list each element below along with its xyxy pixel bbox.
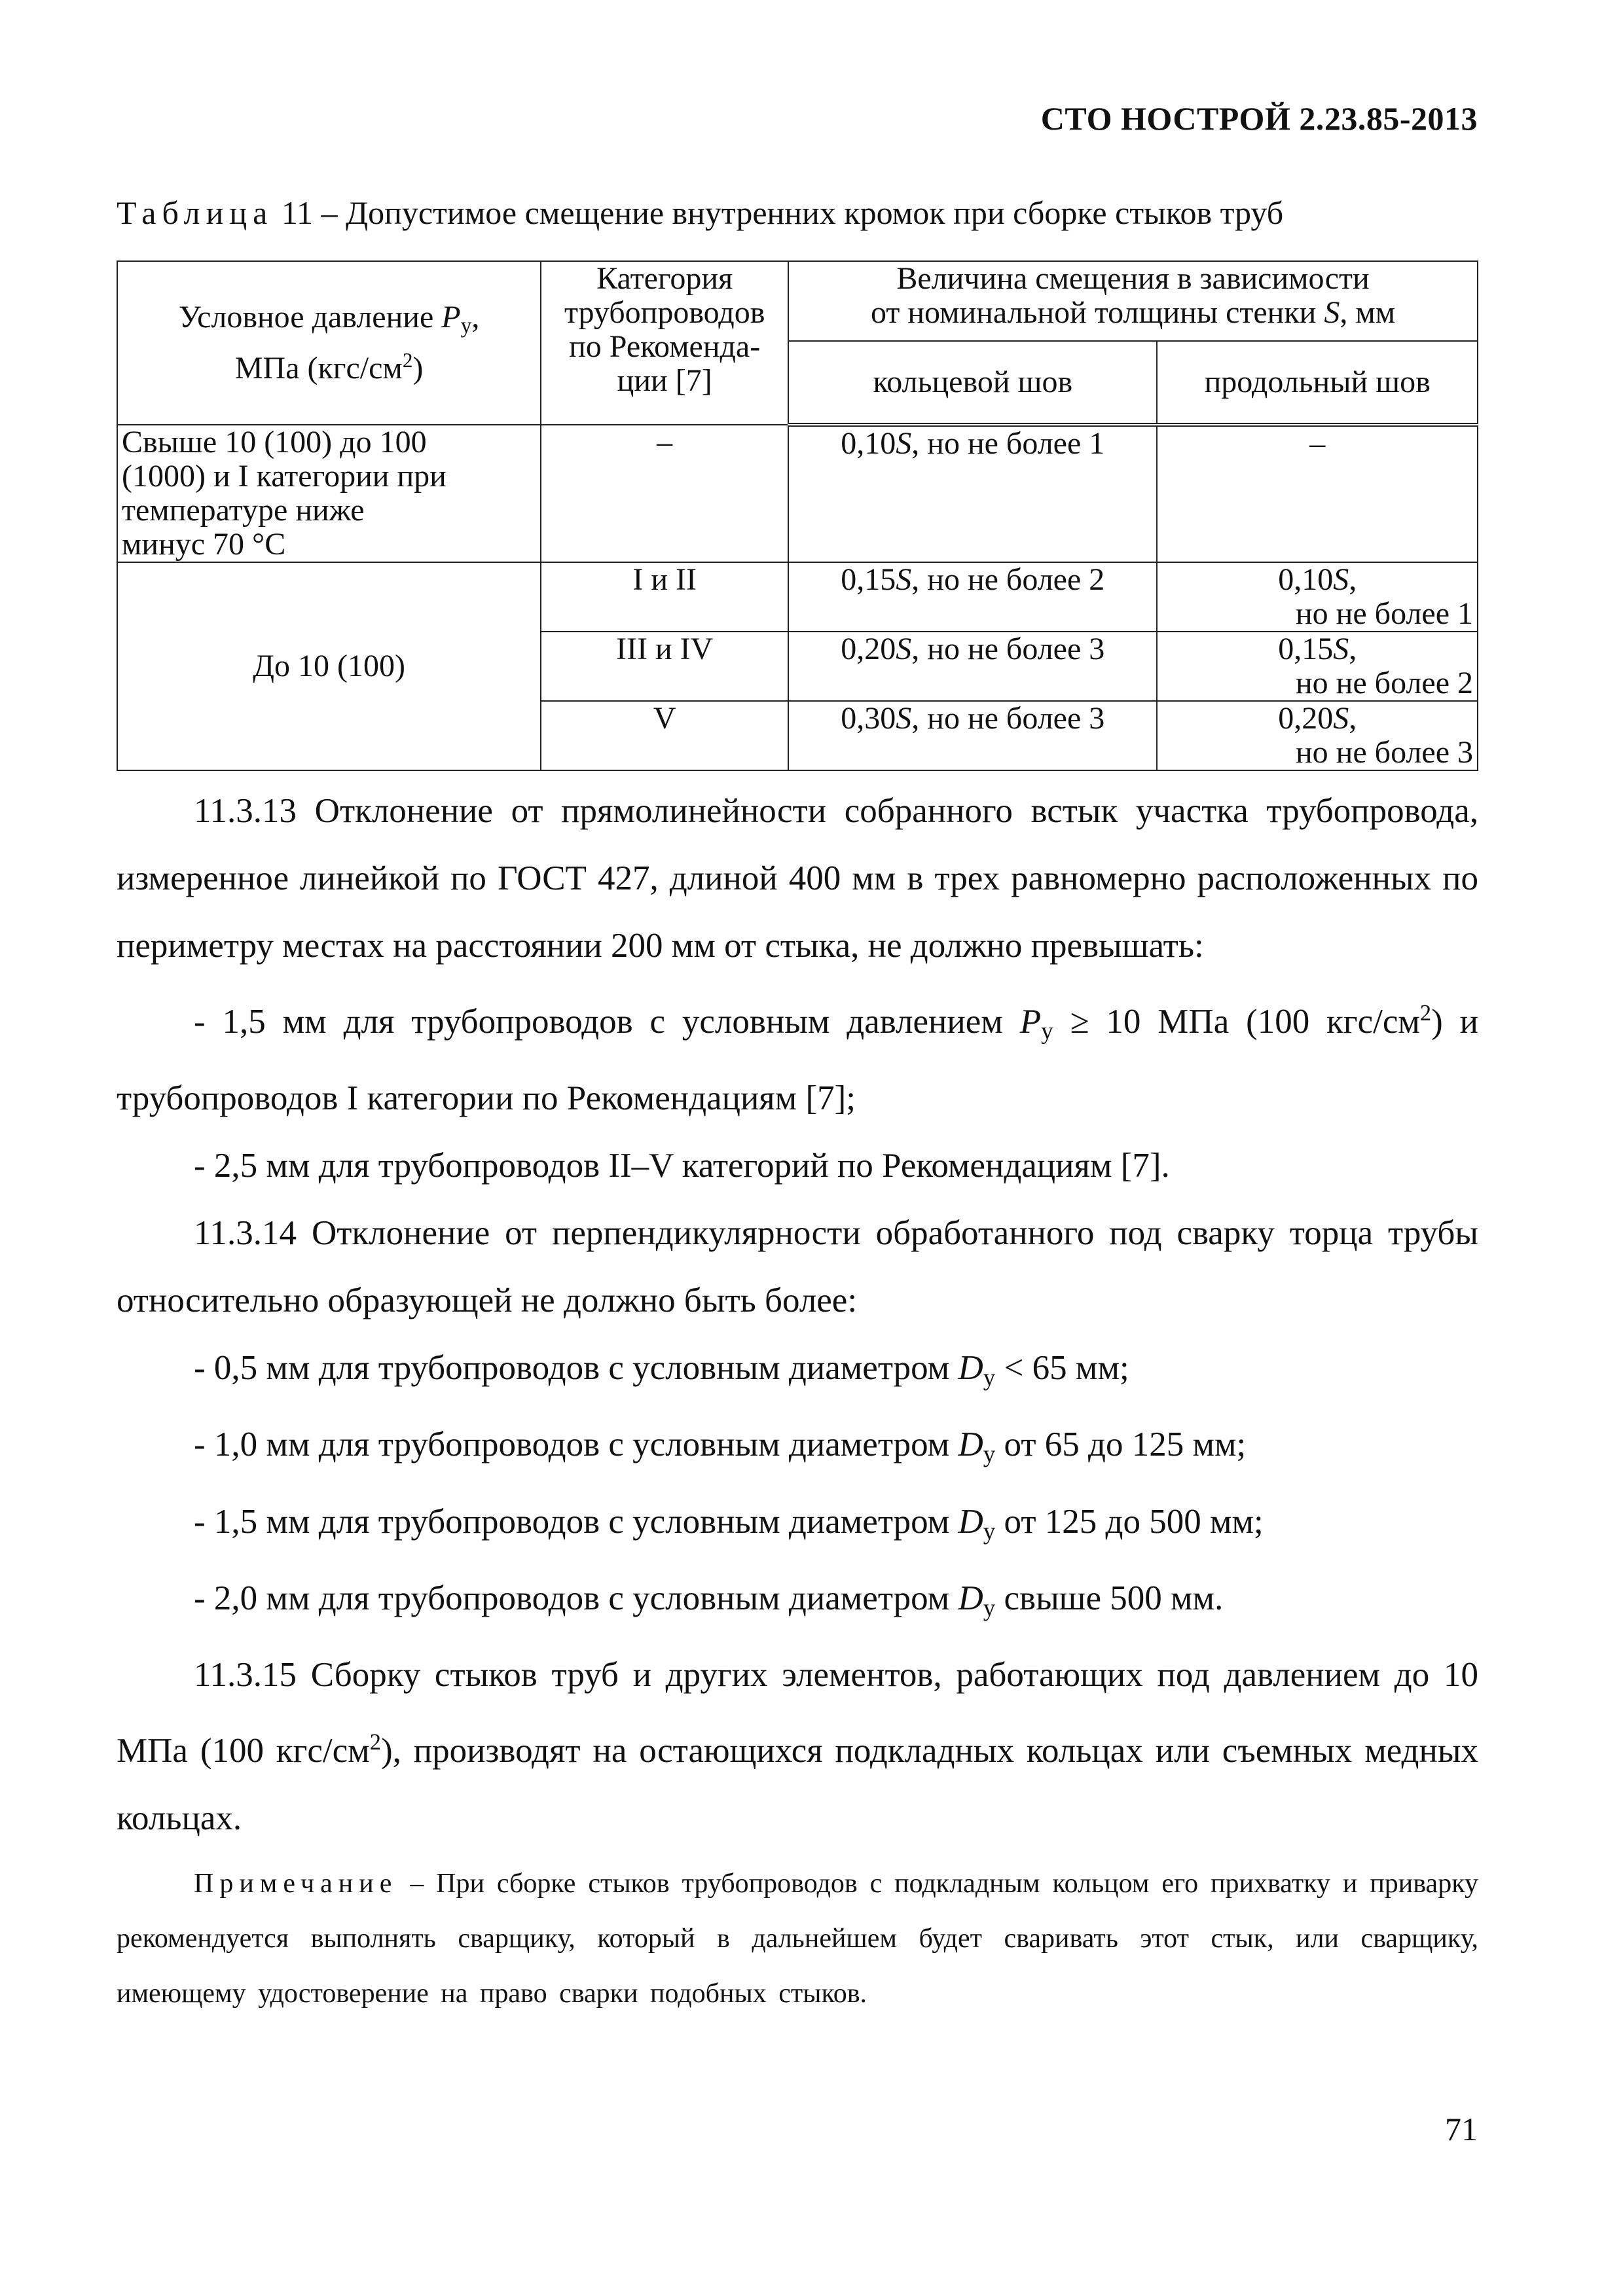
cell-category: V bbox=[541, 701, 788, 770]
paragraph-11-3-13: 11.3.13 Отклонение от прямолинейности собранного встык участка трубопровода, измеренное линейкой по ГОСТ 427, длиной 400 мм в трех равномерно расположенных по периметру местах на расстоянии 200 мм от стыка, не должно превышать: bbox=[117, 792, 1478, 965]
cell-ring-seam: 0,10S, но не более 1 bbox=[788, 425, 1157, 562]
list-item: - 2,5 мм для трубопроводов II–V категорий по Рекомендациям [7]. bbox=[194, 1147, 1170, 1185]
table-title-label: Таблица bbox=[117, 194, 274, 231]
header-pressure-line1: Условное давление $P_у$, bbox=[178, 300, 480, 338]
header-long-seam: продольный шов bbox=[1157, 341, 1478, 425]
table-row bbox=[117, 425, 1478, 562]
cell-long-seam: 0,10S, но не более 1 bbox=[1157, 562, 1478, 632]
cell-long-seam: 0,20S, но не более 3 bbox=[1157, 701, 1478, 770]
list-item: - 1,5 мм для трубопроводов с условным диаметром $D_у$ от 125 до 500 мм; bbox=[194, 1502, 1264, 1545]
offset-table bbox=[117, 260, 1478, 771]
cell-category: I и II bbox=[541, 562, 788, 632]
cell-long-seam: 0,15S, но не более 2 bbox=[1157, 632, 1478, 701]
cell-condition-group: До 10 (100) bbox=[117, 562, 541, 770]
cell-ring-seam: 0,30S, но не более 3 bbox=[788, 701, 1157, 770]
list-item: - 2,0 мм для трубопроводов с условным диаметром $D_у$ свыше 500 мм. bbox=[194, 1579, 1224, 1622]
note bbox=[117, 1856, 1478, 2021]
table-row bbox=[117, 562, 1478, 632]
header-category: Категория трубопроводов по Рекоменда- ции [7] bbox=[541, 261, 788, 425]
header-ring-seam: кольцевой шов bbox=[788, 341, 1157, 425]
document-header: СТО НОСТРОЙ 2.23.85-2013 bbox=[1040, 100, 1478, 137]
table-title bbox=[117, 194, 1478, 232]
cell-category: – bbox=[541, 425, 788, 562]
list-item: - 0,5 мм для трубопроводов с условным диаметром $D_у < 65$ мм; bbox=[194, 1349, 1129, 1391]
cell-category: III и IV bbox=[541, 632, 788, 701]
cell-ring-seam: 0,20S, но не более 3 bbox=[788, 632, 1157, 701]
body-text bbox=[117, 778, 1478, 2021]
cell-long-seam: – bbox=[1157, 425, 1478, 562]
header-pressure bbox=[117, 261, 541, 425]
cell-ring-seam: 0,15S, но не более 2 bbox=[788, 562, 1157, 632]
header-offset: Величина смещения в зависимости от номинальной толщины стенки S, мм bbox=[788, 261, 1478, 341]
list-item: - 1,5 мм для трубопроводов с условным давлением $P_у \ge 10$ МПа (100 кгс/$см^2$) и трубопроводов I категории по Рекомендациям [7]; bbox=[117, 1001, 1479, 1118]
note-label: Примечание bbox=[194, 1869, 398, 1899]
list-item: - 1,0 мм для трубопроводов с условным диаметром $D_у$ от 65 до 125 мм; bbox=[194, 1426, 1247, 1468]
note-text: – При сборке стыков трубопроводов с подкладным кольцом его прихватку и приварку рекомендуется выполнять сварщику, который в дальнейшем будет сваривать этот стык, или сварщику, имеющему удостоверение на право сварки подобных стыков. bbox=[117, 1869, 1478, 2009]
cell-condition: Свыше 10 (100) до 100 (1000) и I категории при температуре ниже минус 70 °С bbox=[117, 425, 541, 562]
header-pressure-line2: МПа $(кгс/см^2)$ bbox=[234, 348, 424, 386]
paragraph-11-3-14: 11.3.14 Отклонение от перпендикулярности обработанного под сварку торца трубы относительно образующей не должно быть более: bbox=[117, 1214, 1478, 1320]
page-number: 71 bbox=[1445, 2111, 1478, 2147]
table-title-text: 11 – Допустимое смещение внутренних кромок при сборке стыков труб bbox=[273, 194, 1284, 231]
paragraph-11-3-15: 11.3.15 Сборку стыков труб и других элементов, работающих под давлением до 10 МПа (100 кгс/$см^2$), производят на остающихся подкладных кольцах или съемных медных кольцах. bbox=[117, 1656, 1478, 1838]
